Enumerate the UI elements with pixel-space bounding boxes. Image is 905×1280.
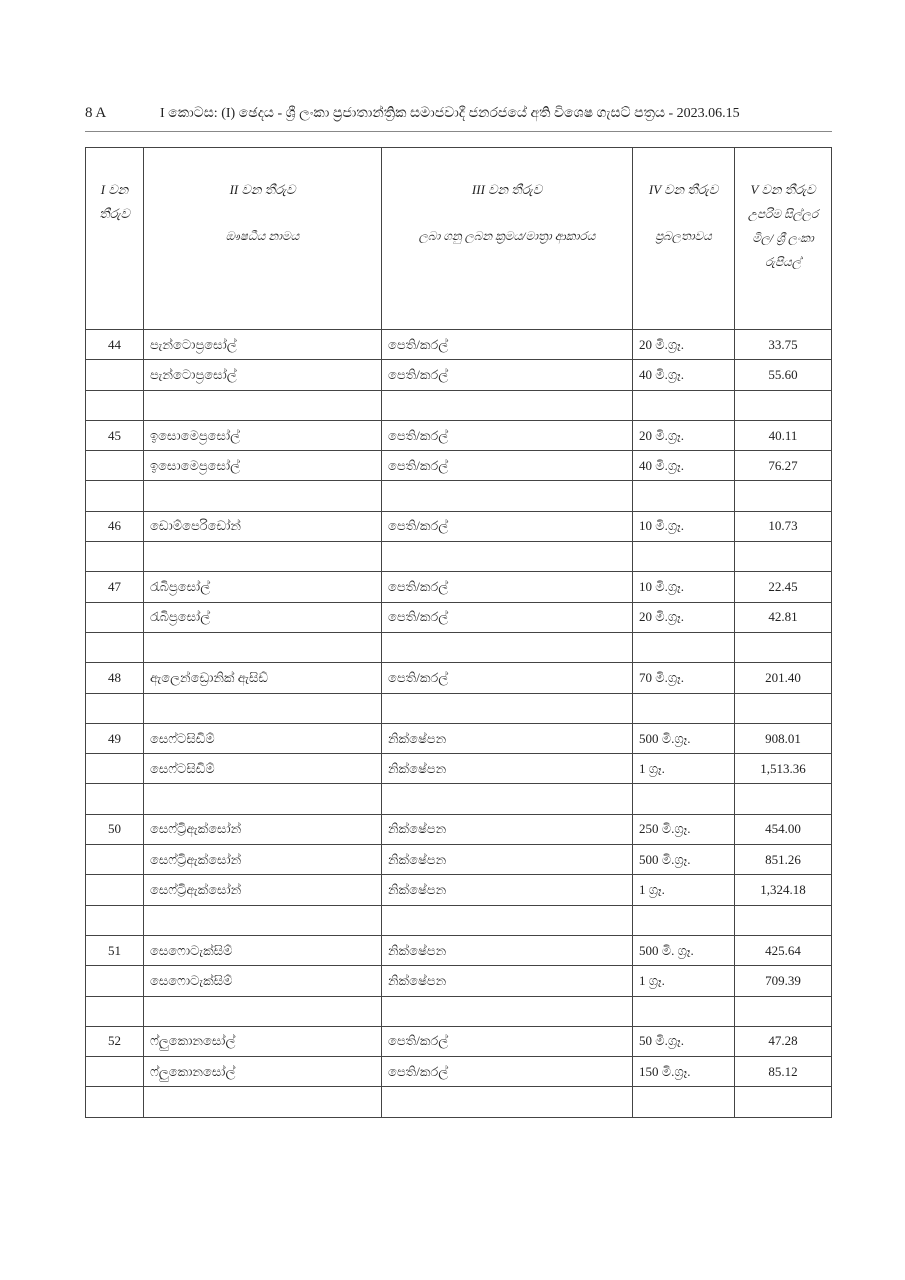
table-row xyxy=(86,814,832,844)
drug-name-cell xyxy=(144,693,382,723)
max-retail-price-cell: 40.11 xyxy=(735,420,832,450)
drug-name-cell: සෙෆ්ට්‍රිඇක්සෝන් xyxy=(144,875,382,905)
strength-cell: 20 මි.ග්‍රෑ. xyxy=(633,420,735,450)
table-row xyxy=(86,935,832,965)
dosage-form-cell: පෙති/කරල් xyxy=(382,451,633,481)
drug-number-cell: 52 xyxy=(86,1026,144,1056)
column-header-5 xyxy=(735,148,832,330)
column-subtitle: ප්‍රබලතාවය xyxy=(655,229,712,243)
drug-name-cell: සෙෆ්ට්‍රිඇක්සෝන් xyxy=(144,814,382,844)
dosage-form-cell: පෙති/කරල් xyxy=(382,511,633,541)
table-row xyxy=(86,875,832,905)
table-row xyxy=(86,572,832,602)
dosage-form-cell: නික්ෂේපන xyxy=(382,814,633,844)
drug-name-cell: ඩොම්පෙරිඩෝන් xyxy=(144,511,382,541)
dosage-form-cell: පෙති/කරල් xyxy=(382,1057,633,1087)
table-row xyxy=(86,390,832,420)
strength-cell xyxy=(633,390,735,420)
drug-number-cell xyxy=(86,390,144,420)
column-subtitle: උපරිම සිල්ලර මිල/ ශ්‍රී ලංකා රුපියල් xyxy=(747,207,819,269)
drug-name-cell xyxy=(144,542,382,572)
max-retail-price-cell: 42.81 xyxy=(735,602,832,632)
max-retail-price-cell: 85.12 xyxy=(735,1057,832,1087)
dosage-form-cell: පෙති/කරල් xyxy=(382,572,633,602)
dosage-form-cell xyxy=(382,1087,633,1117)
drug-number-cell xyxy=(86,481,144,511)
running-title: I කොටස: (I) ඡෙදය - ශ්‍රී ලංකා ප්‍රජාතාන්ත්‍රික සමාජවාදී ජනරජයේ අති විශෙෂ ගැසට් පත්‍රය - 2023.06.15 xyxy=(160,106,740,121)
drug-number-cell: 44 xyxy=(86,330,144,360)
dosage-form-cell xyxy=(382,542,633,572)
table-row xyxy=(86,754,832,784)
drug-name-cell: සෙෆොටැක්සිම් xyxy=(144,966,382,996)
strength-cell: 70 මි.ග්‍රෑ. xyxy=(633,663,735,693)
drug-number-cell: 47 xyxy=(86,572,144,602)
drug-number-cell xyxy=(86,360,144,390)
drug-name-cell xyxy=(144,481,382,511)
dosage-form-cell xyxy=(382,905,633,935)
drug-number-cell: 50 xyxy=(86,814,144,844)
drug-number-cell xyxy=(86,602,144,632)
strength-cell xyxy=(633,693,735,723)
max-retail-price-cell: 454.00 xyxy=(735,814,832,844)
table-row xyxy=(86,420,832,450)
drug-name-cell: සෙෆ්ටසිඩිම් xyxy=(144,723,382,753)
dosage-form-cell: නික්ෂේපන xyxy=(382,935,633,965)
strength-cell: 20 මි.ග්‍රෑ. xyxy=(633,602,735,632)
max-retail-price-cell: 22.45 xyxy=(735,572,832,602)
drug-number-cell xyxy=(86,1087,144,1117)
dosage-form-cell: පෙති/කරල් xyxy=(382,602,633,632)
drug-number-cell xyxy=(86,784,144,814)
max-retail-price-cell xyxy=(735,784,832,814)
drug-name-cell xyxy=(144,905,382,935)
strength-cell xyxy=(633,542,735,572)
dosage-form-cell: පෙති/කරල් xyxy=(382,1026,633,1056)
max-retail-price-cell xyxy=(735,693,832,723)
strength-cell: 500 මි.ග්‍රෑ. xyxy=(633,723,735,753)
drug-price-table xyxy=(85,147,832,1118)
column-header-2 xyxy=(144,148,382,330)
table-header-row xyxy=(86,148,832,330)
table-row xyxy=(86,784,832,814)
drug-name-cell xyxy=(144,390,382,420)
drug-name-cell: ඉසොමෙප්‍රසෝල් xyxy=(144,420,382,450)
strength-cell: 500 මි.ග්‍රෑ. xyxy=(633,845,735,875)
max-retail-price-cell: 76.27 xyxy=(735,451,832,481)
drug-number-cell xyxy=(86,693,144,723)
max-retail-price-cell: 55.60 xyxy=(735,360,832,390)
drug-name-cell: රැබිප්‍රසෝල් xyxy=(144,602,382,632)
dosage-form-cell xyxy=(382,693,633,723)
drug-name-cell: ඉසොමෙප්‍රසෝල් xyxy=(144,451,382,481)
strength-cell xyxy=(633,996,735,1026)
strength-cell: 20 මි.ග්‍රෑ. xyxy=(633,330,735,360)
strength-cell: 10 මි.ග්‍රෑ. xyxy=(633,511,735,541)
strength-cell: 500 මි. ග්‍රෑ. xyxy=(633,935,735,965)
strength-cell: 40 මි.ග්‍රෑ. xyxy=(633,451,735,481)
dosage-form-cell: නික්ෂේපන xyxy=(382,845,633,875)
dosage-form-cell xyxy=(382,996,633,1026)
column-title: IV වන තීරුව xyxy=(648,182,719,197)
column-header-4 xyxy=(633,148,735,330)
max-retail-price-cell xyxy=(735,1087,832,1117)
drug-number-cell xyxy=(86,542,144,572)
max-retail-price-cell: 851.26 xyxy=(735,845,832,875)
table-row xyxy=(86,693,832,723)
max-retail-price-cell: 1,324.18 xyxy=(735,875,832,905)
column-title: II වන තීරුව xyxy=(229,182,296,197)
dosage-form-cell xyxy=(382,784,633,814)
dosage-form-cell: නික්ෂේපන xyxy=(382,966,633,996)
drug-number-cell xyxy=(86,905,144,935)
drug-number-cell xyxy=(86,1057,144,1087)
dosage-form-cell: නික්ෂේපන xyxy=(382,754,633,784)
column-subtitle: ඖෂධීය නාමය xyxy=(225,229,300,243)
drug-number-cell xyxy=(86,966,144,996)
column-title: V වන තීරුව xyxy=(750,182,816,197)
max-retail-price-cell xyxy=(735,481,832,511)
drug-number-cell xyxy=(86,451,144,481)
strength-cell: 1 ග්‍රෑ. xyxy=(633,966,735,996)
drug-number-cell: 51 xyxy=(86,935,144,965)
dosage-form-cell xyxy=(382,390,633,420)
table-row xyxy=(86,602,832,632)
drug-number-cell xyxy=(86,845,144,875)
max-retail-price-cell: 10.73 xyxy=(735,511,832,541)
table-row xyxy=(86,663,832,693)
strength-cell xyxy=(633,784,735,814)
drug-number-cell: 46 xyxy=(86,511,144,541)
drug-name-cell: සෙෆොටැක්සිම් xyxy=(144,935,382,965)
drug-name-cell: ඇලෙන්ඩ්‍රොනික් ඇසිඩ් xyxy=(144,663,382,693)
table-row xyxy=(86,511,832,541)
strength-cell: 10 මි.ග්‍රෑ. xyxy=(633,572,735,602)
table-body xyxy=(86,330,832,1118)
max-retail-price-cell: 1,513.36 xyxy=(735,754,832,784)
strength-cell: 150 මි.ග්‍රෑ. xyxy=(633,1057,735,1087)
drug-number-cell xyxy=(86,996,144,1026)
dosage-form-cell: පෙති/කරල් xyxy=(382,360,633,390)
drug-number-cell: 45 xyxy=(86,420,144,450)
page-number: 8 A xyxy=(85,105,107,121)
column-subtitle: ලබා ගනු ලබන ක්‍රමය/මාත්‍රා ආකාරය xyxy=(418,229,596,243)
drug-name-cell xyxy=(144,784,382,814)
table-row xyxy=(86,1057,832,1087)
max-retail-price-cell xyxy=(735,632,832,662)
strength-cell: 50 මි.ග්‍රෑ. xyxy=(633,1026,735,1056)
dosage-form-cell: පෙති/කරල් xyxy=(382,663,633,693)
drug-name-cell xyxy=(144,632,382,662)
drug-number-cell xyxy=(86,875,144,905)
max-retail-price-cell: 47.28 xyxy=(735,1026,832,1056)
max-retail-price-cell: 33.75 xyxy=(735,330,832,360)
strength-cell: 250 මි.ග්‍රෑ. xyxy=(633,814,735,844)
table-row xyxy=(86,723,832,753)
table-row xyxy=(86,632,832,662)
max-retail-price-cell xyxy=(735,390,832,420)
max-retail-price-cell xyxy=(735,996,832,1026)
drug-name-cell: ෆ්ලුකොනසෝල් xyxy=(144,1026,382,1056)
dosage-form-cell xyxy=(382,481,633,511)
table-row xyxy=(86,845,832,875)
drug-name-cell: පැන්ටොප්‍රසෝල් xyxy=(144,360,382,390)
table-row xyxy=(86,1026,832,1056)
strength-cell xyxy=(633,632,735,662)
table-row xyxy=(86,1087,832,1117)
drug-number-cell xyxy=(86,632,144,662)
strength-cell xyxy=(633,905,735,935)
drug-number-cell: 49 xyxy=(86,723,144,753)
table-row xyxy=(86,330,832,360)
table-row xyxy=(86,542,832,572)
column-title: III වන තීරුව xyxy=(471,182,543,197)
dosage-form-cell xyxy=(382,632,633,662)
drug-number-cell xyxy=(86,754,144,784)
column-header-1 xyxy=(86,148,144,330)
drug-name-cell xyxy=(144,1087,382,1117)
column-title: I වන තීරුව xyxy=(99,182,130,221)
max-retail-price-cell: 709.39 xyxy=(735,966,832,996)
table-row xyxy=(86,451,832,481)
dosage-form-cell: නික්ෂේපන xyxy=(382,723,633,753)
drug-name-cell: සෙෆ්ටසිඩිම් xyxy=(144,754,382,784)
max-retail-price-cell xyxy=(735,542,832,572)
max-retail-price-cell: 201.40 xyxy=(735,663,832,693)
table-row xyxy=(86,481,832,511)
drug-number-cell: 48 xyxy=(86,663,144,693)
header-divider xyxy=(85,131,832,132)
strength-cell xyxy=(633,481,735,511)
column-header-3 xyxy=(382,148,633,330)
strength-cell xyxy=(633,1087,735,1117)
strength-cell: 1 ග්‍රෑ. xyxy=(633,875,735,905)
drug-name-cell: ෆ්ලුකොනසෝල් xyxy=(144,1057,382,1087)
drug-name-cell: සෙෆ්ට්‍රිඇක්සෝන් xyxy=(144,845,382,875)
table-row xyxy=(86,966,832,996)
table-row xyxy=(86,996,832,1026)
dosage-form-cell: පෙති/කරල් xyxy=(382,330,633,360)
max-retail-price-cell: 908.01 xyxy=(735,723,832,753)
table-row xyxy=(86,905,832,935)
table-row xyxy=(86,360,832,390)
strength-cell: 1 ග්‍රෑ. xyxy=(633,754,735,784)
max-retail-price-cell xyxy=(735,905,832,935)
drug-name-cell xyxy=(144,996,382,1026)
dosage-form-cell: නික්ෂේපන xyxy=(382,875,633,905)
strength-cell: 40 මි.ග්‍රෑ. xyxy=(633,360,735,390)
drug-name-cell: පැන්ටොප්‍රසෝල් xyxy=(144,330,382,360)
drug-name-cell: රැබිප්‍රසෝල් xyxy=(144,572,382,602)
dosage-form-cell: පෙති/කරල් xyxy=(382,420,633,450)
max-retail-price-cell: 425.64 xyxy=(735,935,832,965)
